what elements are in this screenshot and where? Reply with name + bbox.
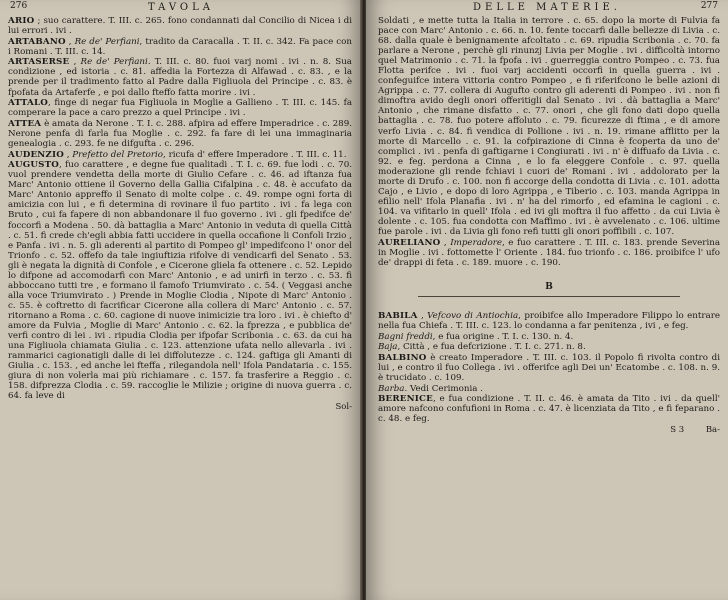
left-running-head bbox=[10, 2, 352, 16]
index-entry: AURELIANO , Imperadore, e fuo carattere . T. III. c. 183. prende Severina in Moglie . ivi . fottomette l' Oriente . 184. fuo trionfo . c. 186. proibifce l' ufo de' drappi di feta . c. 189. muore . c. 190. bbox=[378, 237, 720, 268]
index-entry: AUGUSTO, fuo carattere , e degne fue qualitadi . T. I. c. 69. fue lodi . c. 70. vuol prendere vendetta della morte di Giulio Cefare . c. 46. ad iftanza fua Marc' Antonio ottiene il Governo della Gallia Cifalpina . c. 48. è accufato da Marc' Antonio appreffo il Senato di molte colpe . c. 49. rompe ogni forta di amicizia con lui , e fi determina di rovinare il fuo partito . ivi . fa lega con Bruto , cui fa fapere di non abbandonare il fuo governo . ivi . gli fpedifce de' foccorfi a Modena . 50. dà battaglia a Marc' Antonio in veduta di quella Città . c. 51. fi crede ch'egli abbia fatti uccidere in quella occafione li Confoli Irzio , e Panfa . ivi . n. 5. gli aderenti al partito di Pompeo gl' impedifcono l' onor del Trionfo . c. 52. offefo da tale ingiuftizia rifolve di vendicarfi del Senato . 53. gli è negata la dignità di Confole , e Cicerone gliela fa ottenere . c. 52. Lepido lo difpone ad accomodarfi con Marc' Antonio , e ad unirfi in terzo . c. 53. fi abboccano tutti tre , e formano il famofo Triumvirato . c. 54. ( Veggasi anche alla voce Triumvirato . ) Prende in Moglie Clodia , Nipote di Marc' Antonio . c. 55. è coftretto di facrificar Cicerone alla collera di Marc' Antonio . c. 57. ritornano a Roma . c. 60. cagione di nuove inimicizie tra loro . ivi . è chiefto d' amore da Fulvia , Moglie di Marc' Antonio . c. 62. la fprezza , e pubblica de' verfi contro di lei . ivi . ripudia Clodia per ifpofar Scribonia . c. 63. da cui ha una Figliuola chiamata Giulia . c. 123. attenzione ufata nello allevarla . ivi . rammarici cagionatigli dalle di lei diffolutezze . c. 124. gaftiga gli Amanti di Giulia . c. 153. , ed anche lei fteffa , rilegandola nell' Ifola Pandataria . c. 155. giura di non volerla mai più richiamare . c. 157. fa trasferire a Reggio . c. 158. difprezza Clodia . c. 59. raccoglie le Milizie ; origine di nuova guerra . c. 64. fa leve di bbox=[8, 160, 353, 402]
index-entry: AUDENZIO , Prefetto del Pretorio, ricufa d' effere Imperadore . T. III. c. 11. bbox=[8, 149, 347, 160]
left-page-body bbox=[0, 16, 362, 412]
signature-mark: S 3 bbox=[670, 424, 685, 435]
index-entry: ARTASERSE , Re de' Perfiani. T. III. c. 80. fuoi varj nomi . ivi . n. 8. Sua condizione , ed istoria . c. 81. affedia la Fortezza di Alfawad . c. 83. , e la prende per il tradimento fatto al Padre dalla Figliuola del Principe . c. 83. è fpofata da Artaferfe , e poi dallo fteffo fatta morire . ivi . bbox=[8, 57, 352, 98]
left-catchword: Sol- bbox=[335, 401, 352, 412]
index-entry: Baja, Città , e fua defcrizione . T. I. c. 271. n. 8. bbox=[378, 342, 586, 353]
left-page bbox=[0, 0, 362, 600]
index-entry: Barba. Vedi Cerimonia . bbox=[378, 383, 483, 394]
index-entry: Bagni freddi, e fua origine . T. I. c. 130. n. 4. bbox=[378, 331, 574, 342]
index-entry: BERENICE, e fua condizione . T. II. c. 46. è amata da Tito . ivi . da quell' amore nafcono confufioni in Roma . c. 47. è licenziata da Tito , e fi feparano . c. 48. e feg. bbox=[378, 394, 720, 425]
left-page-number: 276 bbox=[10, 1, 28, 11]
right-page-body bbox=[366, 16, 728, 435]
right-catchword: Ba- bbox=[705, 424, 720, 435]
right-header-title: DELLE MATERIE. bbox=[473, 2, 621, 13]
index-entry: BABILA , Vefcovo di Antiochia, proibifce allo Imperadore Filippo lo entrare nella fua Chiefa . T. III. c. 123. lo condanna a far penitenza , ivi , e feg. bbox=[378, 310, 720, 331]
right-page-number: 277 bbox=[700, 1, 718, 11]
index-entry: ARTABANO , Re de' Perfiani, tradito da Caracalla . T. II. c. 342. Fa pace con i Romani . T. III. c. 14. bbox=[8, 36, 352, 57]
index-entry: ATTEA è amata da Nerone . T. I. c. 288. afpira ad effere Imperadrice . c. 289. Nerone penfa di farla fua Moglie . c. 292. fa fare di lei una immaginaria genealogia . c. 293. fe ne difgufta . c. 296. bbox=[8, 118, 352, 149]
section-letter: B bbox=[545, 281, 553, 292]
section-rule bbox=[418, 296, 680, 297]
right-page bbox=[366, 0, 728, 600]
right-footer bbox=[378, 425, 720, 435]
index-entry-continuation: Soldati , e mette tutta la Italia in terrore . c. 65. dopo la morte di Fulvia fa pace con Marc' Antonio . c. 66. n. 10. fente toccarfi dalle bellezze di Livia . c. 68. dalla quale è benignamente afcoltato . c. 69. ripudia Scribonia . c. 70. fa parlare a Nerone , perchè gli rinunzj Livia per Moglie . ivi . difficoltà intorno quel Matrimonio . c. 71. la fpofa . ivi . guerreggia contro Pompeo . c. 73. fua Flotta perifce . ivi . fuoi varj accidenti occorfi in quella guerra . ivi . confeguifce intera vittoria contro Pompeo , e fi riferifcono le belle azioni di Agrippa . c. 77. collera di Augufto contro gli aderenti di Pompeo . ivi . non fi dimoftra avido degli onori offeritigli dal Senato . ivi . dà battaglia a Marc' Antonio , che rimane disfatto . c. 77. onori , che gli fono dati dopo quella battaglia . c. 78. fuo potere affoluto . c. 79. ficurezze di ftima , e di amore verfo Livia . c. 84. fi vendica di Pollione . ivi . n. 19. rimane afflitto per la morte di Marcello . c. 91. la cofpirazione di Cinna è fcoperta da uno de' complici . ivi . penfa di gaftigarne i Congiurati . ivi . n' è diffuafo da Livia . c. 92. e feg. perdona a Cinna , e lo fa eleggere Confole . c. 97. quella moderazione gli rende fchiavi i cuori de' Romani . ivi . addolorato per la morte di Drufo . c. 100. non fi accorge della condotta di Livia . c. 101. adotta Cajo , e Livio , e dopo di loro Agrippa , e Tiberio . c. 103. manda Agrippa in efilio nell' Ifola Planafia . ivi . n' ha del rimorfo , ed efamina le cagioni . c. 104. va vifitarlo in quell' Ifola . ed ivi gli moftra il fuo affetto . da cui Livia è dolente . c. 105. fua condotta con Maffimo . ivi . è avvelenato . c. 106. ultime fue parole . ivi . da Livia gli fono refi tutti gli onori poffibili . c. 107. bbox=[378, 16, 720, 237]
index-entry: BALBINO è creato Imperadore . T. III. c. 103. il Popolo fi rivolta contro di lui , e contro il fuo Collega . ivi . offerifce agli Dei un' Ecatombe . c. 108. n. 9. è trucidato . c. 109. bbox=[378, 352, 720, 383]
index-entry: ATTALO, finge di negar fua Figliuola in Moglie a Gallieno . T. III. c. 145. fa comperare la pace a caro prezzo a quel Principe . ivi . bbox=[8, 98, 352, 119]
right-running-head bbox=[376, 2, 718, 16]
left-header-title: TAVOLA bbox=[148, 2, 214, 13]
index-entry: ARIO ; suo carattere. T. III. c. 265. fono condannati dal Concilio di Nicea i di lui errori . ivi . bbox=[8, 16, 353, 37]
